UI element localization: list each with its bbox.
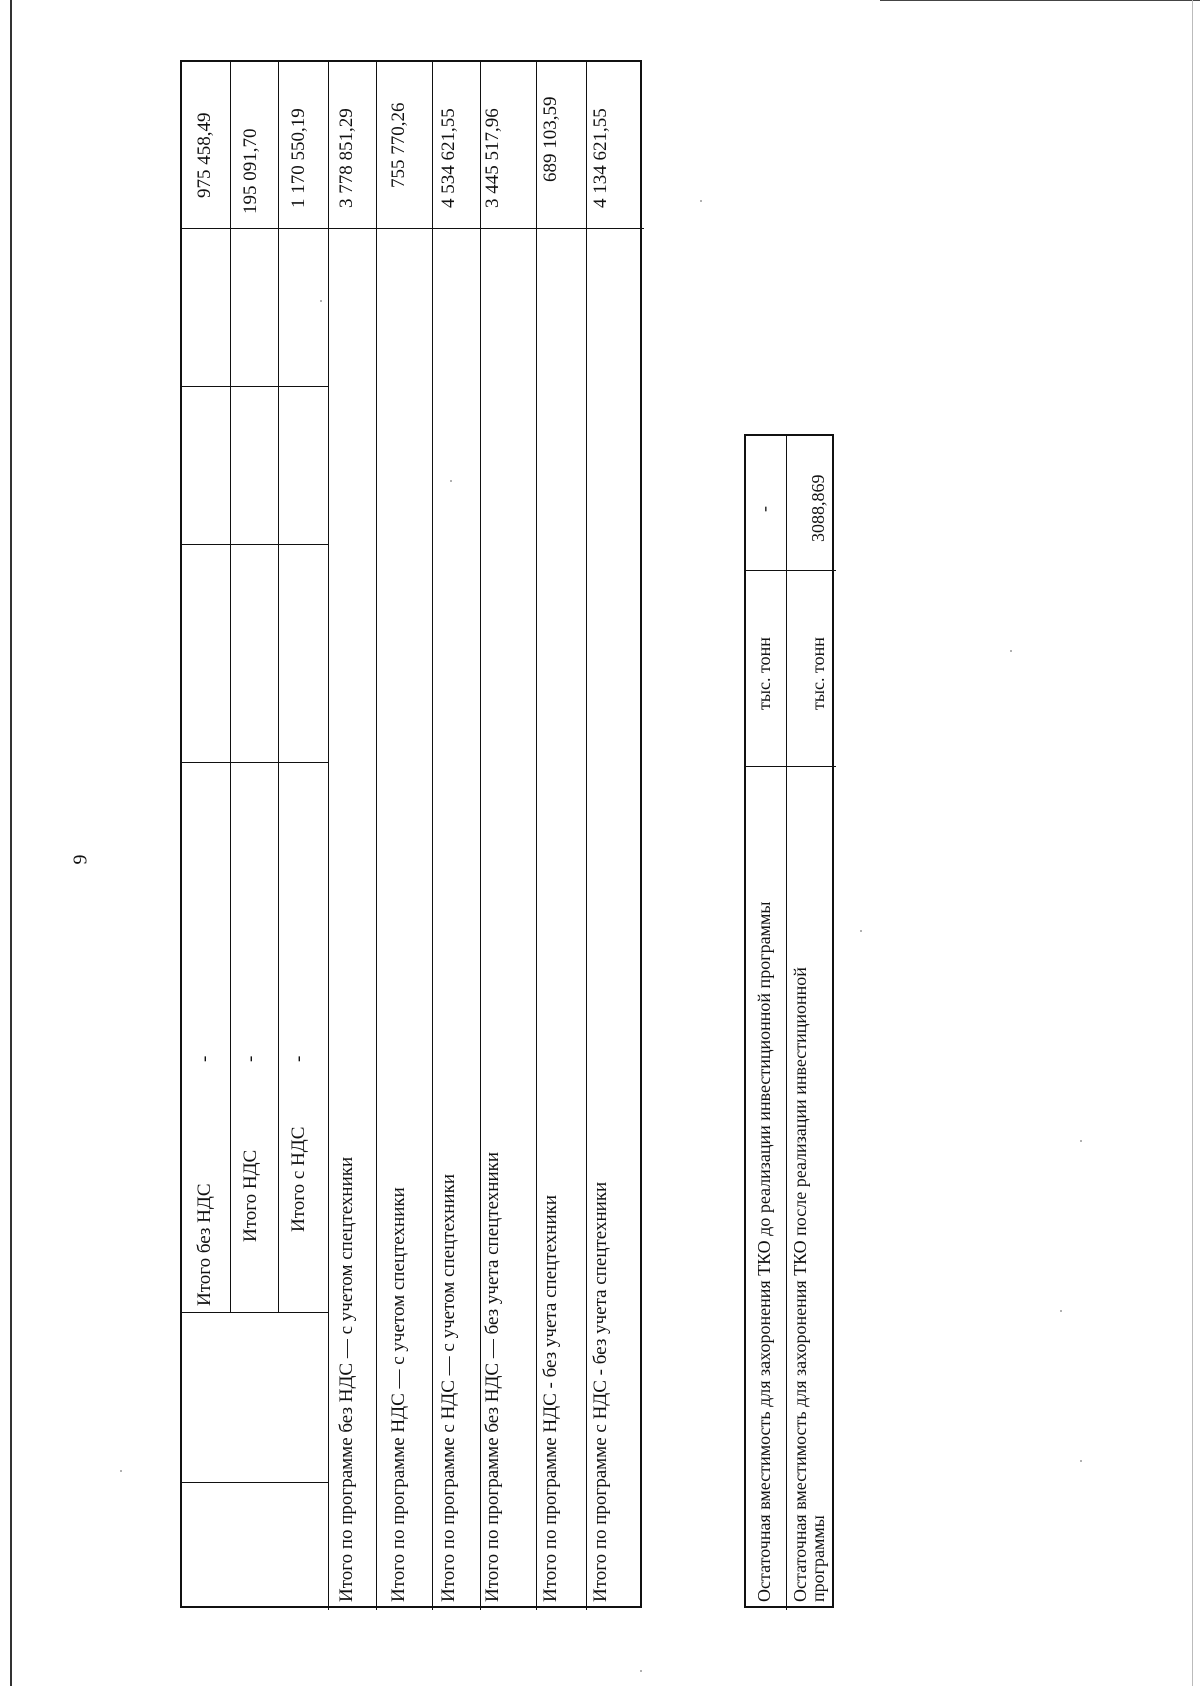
subrow-dash: - [194,1055,215,1062]
total-value: 3 778 851,29 [336,108,357,208]
page-number: 9 [69,854,92,865]
subrow-label: Итого без НДС [194,1183,215,1306]
capacity-row-unit: тыс. тонн [754,637,774,710]
scan-edge-top [880,0,1200,1]
subrow-value: 1 170 550,19 [288,108,309,208]
subrow-label: Итого НДС [240,1149,261,1242]
total-value: 4 134 621,55 [590,108,611,208]
scan-edge-right [1192,0,1193,1686]
scan-edge-left [10,0,12,1686]
capacity-row-unit: тыс. тонн [808,637,828,710]
capacity-row-value: - [754,506,774,512]
total-value: 4 534 621,55 [438,108,459,208]
budget-table [180,60,642,1608]
total-value: 689 103,59 [540,96,561,182]
total-label: Итого по программе без НДС — с учетом спецтехники [336,1156,357,1602]
total-label: Итого по программе с НДС - без учета спецтехники [590,1181,611,1602]
subrow-dash: - [240,1055,261,1062]
total-label: Итого по программе НДС — с учетом спецтехники [388,1187,409,1602]
subrow-value: 195 091,70 [240,128,261,214]
capacity-row-label: Остаточная вместимость для захоронения ТКО до реализации инвестиционной программы [754,901,774,1602]
capacity-row-value: 3088,869 [808,474,828,542]
subrow-value: 975 458,49 [194,112,215,198]
total-value: 755 770,26 [388,102,409,188]
total-label: Итого по программе НДС - без учета спецтехники [540,1194,561,1602]
total-label: Итого по программе без НДС — без учета спецтехники [482,1151,503,1602]
capacity-row-label-cont: программы [808,1515,828,1602]
total-label: Итого по программе с НДС — с учетом спецтехники [438,1174,459,1602]
subrow-label: Итого с НДС [288,1126,309,1232]
capacity-row-label: Остаточная вместимость для захоронения ТКО после реализации инвестиционной [790,967,810,1602]
total-value: 3 445 517,96 [482,108,503,208]
capacity-table [744,434,834,1608]
subrow-dash: - [288,1055,309,1062]
